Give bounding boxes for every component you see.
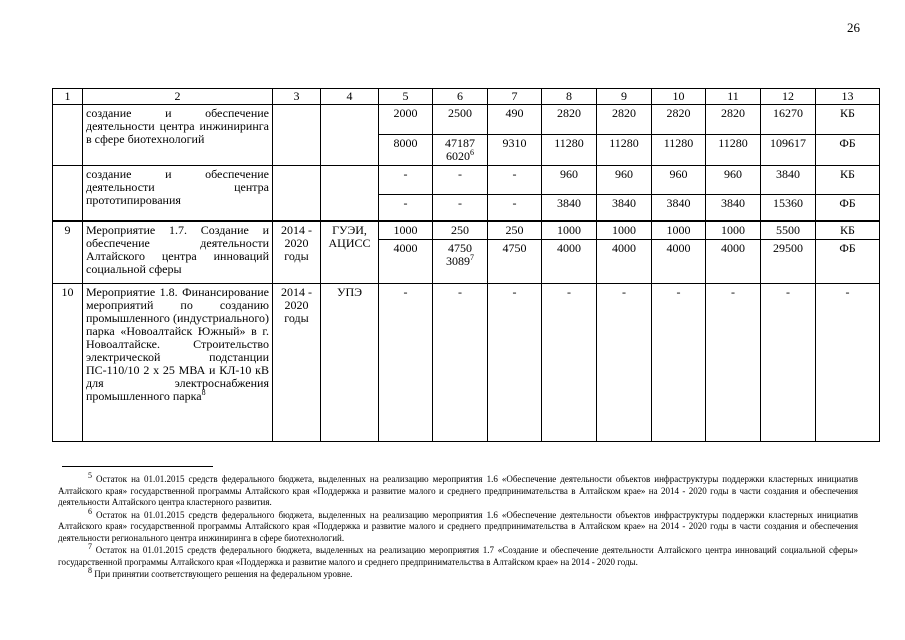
value-cell: -: [433, 166, 488, 195]
value-cell: 1000: [652, 221, 706, 240]
table-row: [53, 105, 880, 135]
budget-table: [52, 88, 880, 442]
col-header: 11: [706, 89, 761, 105]
table-row: [53, 283, 880, 441]
value-cell: 2500: [433, 105, 488, 135]
value-cell: 3840: [706, 195, 761, 221]
source-cell: КБ: [816, 221, 880, 240]
footnote-mark: 7: [88, 542, 92, 551]
years-cell: 2014 - 2020 годы: [273, 221, 321, 284]
activity-name: создание и обеспечение деятельности центра прототипирования: [83, 166, 273, 221]
footnote-mark: 6: [88, 506, 92, 516]
col-header: 3: [273, 89, 321, 105]
years-cell: [273, 105, 321, 166]
source-cell: ФБ: [816, 135, 880, 166]
footnote: [58, 542, 859, 568]
col-header: 7: [488, 89, 542, 105]
value-cell: -: [761, 283, 816, 441]
value-cell: 1000: [379, 221, 433, 240]
footnote: [58, 471, 858, 509]
value-cell: 2820: [652, 105, 706, 135]
value-cell: -: [652, 283, 706, 441]
value-cell: -: [542, 283, 597, 441]
activity-name: создание и обеспечение деятельности центра инжиниринга в сфере биотехнологий: [83, 105, 273, 166]
value-cell: 960: [542, 166, 597, 195]
executor-cell: УПЭ: [321, 283, 379, 441]
table-row: [53, 221, 880, 240]
value-cell: 2820: [542, 105, 597, 135]
value-cell: 9310: [488, 135, 542, 166]
footnote: [58, 506, 858, 545]
col-header: 5: [379, 89, 433, 105]
col-header: 2: [83, 89, 273, 105]
col-header: 10: [652, 89, 706, 105]
value-cell: 11280: [542, 135, 597, 166]
activity-name: Мероприятие 1.7. Создание и обеспечение деятельности Алтайского центра инноваций социальной сферы: [83, 221, 273, 284]
footnote-text: Остаток на 01.01.2015 средств федерального бюджета, выделенных на реализацию мероприятия 1.7 «Создание и обеспечение деятельности Алтайского центра инноваций социальной сферы» государственной программы Алтайского края «Поддержка и развитие малого и среднего предпринимательства в Алтайском крае» на 2014 - 2020 годы.: [58, 545, 859, 567]
row-number-cell: [53, 166, 83, 221]
col-header: 12: [761, 89, 816, 105]
value-cell: 11280: [706, 135, 761, 166]
value-cell: 250: [433, 221, 488, 240]
value-cell: 4000: [652, 239, 706, 283]
value-cell: 3840: [597, 195, 652, 221]
value-cell: 8000: [379, 135, 433, 166]
value-cell: 4750: [488, 239, 542, 283]
table-row: [53, 166, 880, 195]
value-cell: 960: [597, 166, 652, 195]
value-cell: 5500: [761, 221, 816, 240]
value-cell: -: [488, 283, 542, 441]
value-cell: 15360: [761, 195, 816, 221]
row-number-cell: [53, 105, 83, 166]
executor-cell: [321, 105, 379, 166]
footnote: [58, 566, 858, 581]
source-cell: КБ: [816, 105, 880, 135]
value-cell: 29500: [761, 239, 816, 283]
value-cell: -: [379, 283, 433, 441]
value-cell: 4000: [597, 239, 652, 283]
value-cell: 1000: [706, 221, 761, 240]
footnote-separator: [62, 466, 213, 467]
value-cell: 2820: [706, 105, 761, 135]
value-cell: 3840: [652, 195, 706, 221]
footnote-text: При принятии соответствующего решения на федеральном уровне.: [94, 569, 353, 579]
value-cell: 4000: [379, 239, 433, 283]
value-text: 3089: [446, 253, 470, 268]
value-cell: -: [488, 195, 542, 221]
value-cell: 4000: [706, 239, 761, 283]
footnote-ref: 6: [470, 148, 474, 157]
value-text: 47187: [445, 136, 475, 150]
value-text: 4750: [448, 240, 472, 255]
activity-name-text: Мероприятие 1.8. Финансирование мероприятий по созданию промышленного (индустриального) парка «Новоалтайск Южный» в г. Новоалтайске. Строительство электрической подстанции ПС-110/10 2 х 25 МВА и КЛ-10 кВ для электроснабжения промышленного парка: [86, 284, 269, 403]
value-cell: -: [597, 283, 652, 441]
col-header: 4: [321, 89, 379, 105]
value-cell: 11280: [597, 135, 652, 166]
activity-name: [83, 283, 273, 441]
value-cell: -: [379, 195, 433, 221]
executor-cell: [321, 166, 379, 221]
years-cell: [273, 166, 321, 221]
row-number-cell: 9: [53, 221, 83, 284]
source-cell: КБ: [816, 166, 880, 195]
value-cell: 250: [488, 221, 542, 240]
col-header: 8: [542, 89, 597, 105]
value-cell: 490: [488, 105, 542, 135]
footnote-text: Остаток на 01.01.2015 средств федерального бюджета, выделенных на реализацию мероприятия 1.6 «Обеспечение деятельности объектов инфраструктуры поддержки кластерных инициатив Алтайского края» государственной программы Алтайского края «Поддержка и развитие малого и среднего предпринимательства в Алтайском крае» на 2014 - 2020 годы в части создания и обеспечения деятельности Алтайского центра кластерного развития.: [58, 474, 858, 507]
executor-cell: ГУЭИ, АЦИСС: [321, 221, 379, 284]
footnote-ref: 7: [470, 252, 474, 262]
value-cell: 11280: [652, 135, 706, 166]
value-cell: 109617: [761, 135, 816, 166]
value-cell: [433, 239, 488, 283]
value-cell: 960: [706, 166, 761, 195]
page-number: 26: [847, 20, 860, 35]
value-text: 6020: [446, 149, 470, 163]
value-cell: 1000: [597, 221, 652, 240]
value-cell: 2820: [597, 105, 652, 135]
col-header: 6: [433, 89, 488, 105]
column-number-row: [53, 89, 880, 105]
years-cell: 2014 - 2020 годы: [273, 283, 321, 441]
col-header: 13: [816, 89, 880, 105]
value-cell: 3840: [542, 195, 597, 221]
source-cell: ФБ: [816, 195, 880, 221]
value-cell: 16270: [761, 105, 816, 135]
footnote-ref: 8: [201, 387, 206, 397]
value-cell: 2000: [379, 105, 433, 135]
footnote-text: Остаток на 01.01.2015 средств федерального бюджета, выделенных на реализацию мероприятия 1.6 «Обеспечение деятельности объектов инфраструктуры поддержки кластерных инициатив Алтайского края» государственной программы Алтайского края «Поддержка и развитие малого и среднего предпринимательства в Алтайском крае» на 2014 - 2020 годы в части создания и обеспечения деятельности регионального центра инжиниринга в сфере биотехнологий.: [58, 509, 858, 543]
value-cell: -: [433, 283, 488, 441]
value-cell: 4000: [542, 239, 597, 283]
value-cell: [433, 135, 488, 166]
col-header: 1: [53, 89, 83, 105]
value-cell: -: [706, 283, 761, 441]
value-cell: 1000: [542, 221, 597, 240]
value-cell: -: [433, 195, 488, 221]
source-cell: ФБ: [816, 239, 880, 283]
footnote-mark: 8: [88, 566, 92, 575]
footnote-mark: 5: [88, 471, 92, 480]
footnotes: [58, 471, 859, 582]
value-cell: -: [379, 166, 433, 195]
row-number-cell: 10: [53, 283, 83, 441]
source-cell: -: [816, 283, 880, 441]
col-header: 9: [597, 89, 652, 105]
value-cell: 3840: [761, 166, 816, 195]
value-cell: 960: [652, 166, 706, 195]
value-cell: -: [488, 166, 542, 195]
